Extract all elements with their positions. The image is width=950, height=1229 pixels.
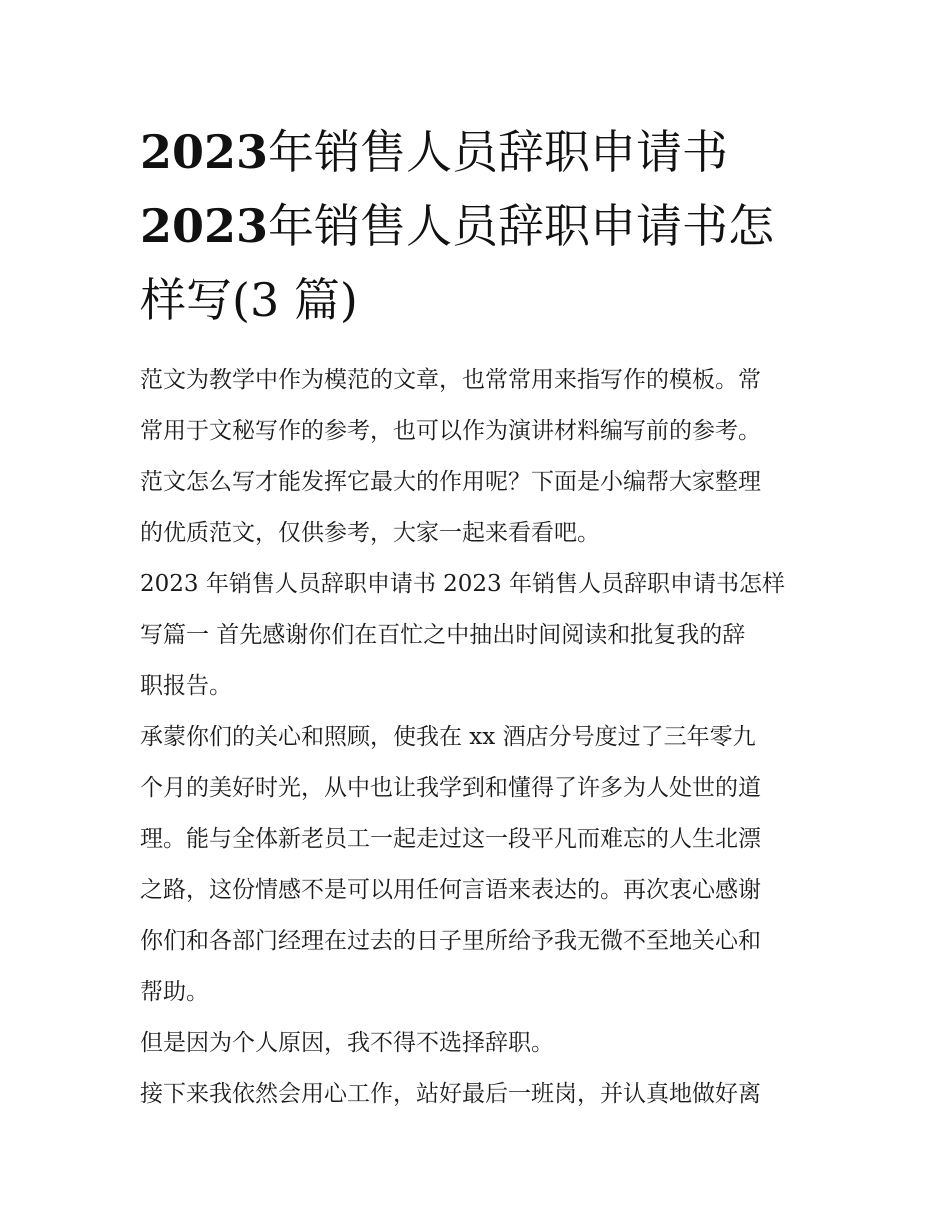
text-line: 个月的美好时光，从中也让我学到和懂得了许多为人处世的道 <box>140 775 761 801</box>
text-line: 写篇一 首先感谢你们在百忙之中抽出时间阅读和批复我的辞 <box>140 622 746 648</box>
document-title <box>140 115 820 337</box>
text-line: 帮助。 <box>140 979 209 1005</box>
title-text: 年销售人员辞职申请书怎 <box>268 199 775 253</box>
text-line: 职报告。 <box>140 673 232 699</box>
text-line: 2023 年销售人员辞职申请书 2023 年销售人员辞职申请书怎样 <box>140 571 785 597</box>
title-line <box>140 263 820 337</box>
text-line: 接下来我依然会用心工作，站好最后一班岗，并认真地做好离 <box>140 1081 761 1107</box>
title-year: 2023 <box>140 199 269 253</box>
text-line: 范文怎么写才能发挥它最大的作用呢？下面是小编帮大家整理 <box>140 469 761 495</box>
document-body <box>140 355 820 1120</box>
paragraph-heading <box>140 559 820 712</box>
text-line: 常用于文秘写作的参考，也可以作为演讲材料编写前的参考。 <box>140 418 761 444</box>
paragraph-reason <box>140 1018 820 1069</box>
text-line: 范文为教学中作为模范的文章，也常常用来指写作的模板。常 <box>140 367 761 393</box>
title-line <box>140 189 820 263</box>
title-text: 年销售人员辞职申请书 <box>268 125 729 179</box>
title-line <box>140 115 820 189</box>
paragraph-gratitude <box>140 712 820 1018</box>
text-line: 承蒙你们的关心和照顾，使我在 xx 酒店分号度过了三年零九 <box>140 724 756 750</box>
paragraph-next <box>140 1069 820 1120</box>
text-line: 的优质范文，仅供参考，大家一起来看看吧。 <box>140 520 600 546</box>
title-year: 2023 <box>140 125 269 179</box>
title-text: 样写(3 篇) <box>140 273 358 327</box>
text-line: 理。能与全体新老员工一起走过这一段平凡而难忘的人生北漂 <box>140 826 761 852</box>
text-line: 之路，这份情感不是可以用任何言语来表达的。再次衷心感谢 <box>140 877 761 903</box>
text-line: 你们和各部门经理在过去的日子里所给予我无微不至地关心和 <box>140 928 761 954</box>
text-line: 但是因为个人原因，我不得不选择辞职。 <box>140 1030 554 1056</box>
paragraph-intro <box>140 355 820 559</box>
